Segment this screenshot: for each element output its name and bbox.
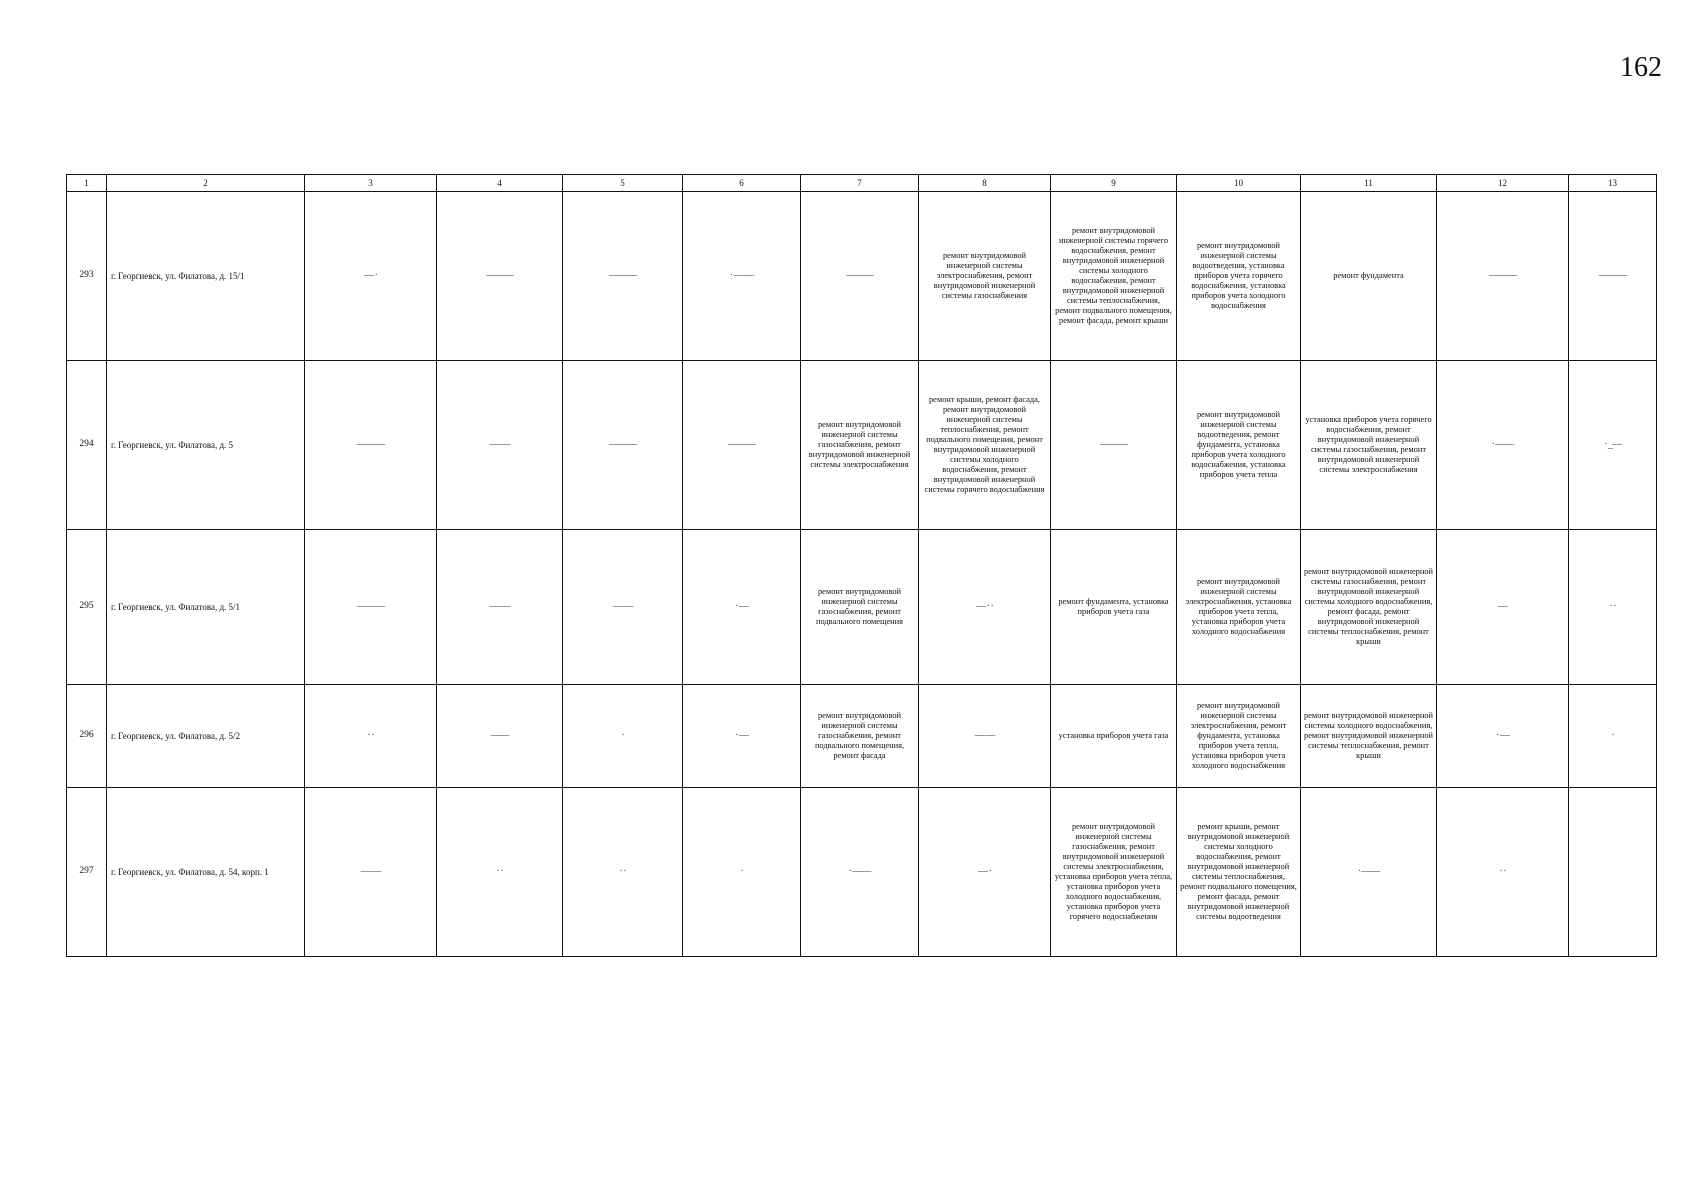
empty-dash-cell: · [1569,685,1657,788]
empty-dash-cell: — — [437,361,563,530]
work-description-cell: установка приборов учета горячего водоснабжения, ремонт внутридомовой инженерной системы газоснабжения, ремонт внутридомовой инженерной системы электроснабжения [1301,361,1437,530]
empty-dash-cell: ——— [801,192,919,361]
row-number: 295 [67,530,107,685]
column-header: 6 [683,175,801,192]
empty-dash-cell: — · [919,788,1051,957]
work-description-cell: ремонт внутридомовой инженерной системы газоснабжения, ремонт внутридомовой инженерной системы электроснабжения [801,361,919,530]
empty-dash-cell: — — [563,530,683,685]
work-description-cell: ремонт внутридомовой инженерной системы горячего водоснабжения, ремонт внутридомовой инженерной системы холодного водоснабжения, ремонт внутридомовой инженерной системы теплоснабжения, ремонт подвального помещения, ремонт фасада, ремонт крыши [1051,192,1177,361]
empty-dash-cell: —— [437,685,563,788]
work-description-cell: ремонт внутридомовой инженерной системы холодного водоснабжения, ремонт внутридомовой инженерной системы теплоснабжения, ремонт крыши [1301,685,1437,788]
row-number: 294 [67,361,107,530]
work-description-cell: ремонт внутридомовой инженерной системы водоотведения, установка приборов учета горячего водоснабжения, установка приборов учета холодного водоснабжения [1177,192,1301,361]
address-cell: г. Георгиевск, ул. Филатова, д. 54, корп. 1 [107,788,305,957]
empty-dash-cell: · — [1437,685,1569,788]
column-header: 4 [437,175,563,192]
work-description-cell: ремонт внутридомовой инженерной системы газоснабжения, ремонт подвального помещения [801,530,919,685]
row-number: 293 [67,192,107,361]
empty-dash-cell: — — [919,685,1051,788]
empty-dash-cell: · · [563,788,683,957]
empty-dash-cell: — · · [919,530,1051,685]
column-header: 5 [563,175,683,192]
empty-dash-cell: · · [1437,788,1569,957]
work-description-cell: ремонт фундамента, установка приборов учета газа [1051,530,1177,685]
table-row [67,788,1657,957]
empty-dash-cell: · · [1569,530,1657,685]
row-number: 297 [67,788,107,957]
empty-dash-cell: · — [683,530,801,685]
empty-dash-cell: · —— [1301,788,1437,957]
empty-dash-cell: ——— [683,361,801,530]
empty-dash-cell: · —— [801,788,919,957]
work-description-cell: ремонт внутридомовой инженерной системы водоотведения, ремонт фундамента, установка приборов учета холодного водоснабжения, установка приборов учета тепла [1177,361,1301,530]
empty-dash-cell: · [563,685,683,788]
work-description-cell: ремонт крыши, ремонт фасада, ремонт внутридомовой инженерной системы теплоснабжения, ремонт подвального помещения, ремонт внутридомовой инженерной системы холодного водоснабжения, ремонт внутридомовой инженерной системы горячего водоснабжения [919,361,1051,530]
empty-dash-cell: ——— [1051,361,1177,530]
work-description-cell: ремонт внутридомовой инженерной системы газоснабжения, ремонт внутридомовой инженерной системы холодного водоснабжения, ремонт фасада, ремонт внутридомовой инженерной системы теплоснабжения, ремонт крыши [1301,530,1437,685]
table-row [67,192,1657,361]
empty-dash-cell: — — [437,530,563,685]
work-description-cell: ремонт крыши, ремонт внутридомовой инженерной системы холодного водоснабжения, ремонт внутридомовой инженерной системы теплоснабжения, ремонт подвального помещения, ремонт фасада, ремонт внутридомовой инженерной системы водоотведения [1177,788,1301,957]
empty-dash-cell: ——— [305,361,437,530]
table-row [67,530,1657,685]
empty-dash-cell: · — — [683,192,801,361]
column-header: 12 [1437,175,1569,192]
empty-dash-cell: ——— [305,530,437,685]
address-cell: г. Георгиевск, ул. Филатова, д. 5/2 [107,685,305,788]
column-header: 1 [67,175,107,192]
work-description-cell: ремонт внутридомовой инженерной системы электроснабжения, ремонт фундамента, установка приборов учета тепла, установка приборов учета холодного водоснабжения [1177,685,1301,788]
work-description-cell: установка приборов учета газа [1051,685,1177,788]
column-header: 2 [107,175,305,192]
empty-dash-cell: ——— [1569,192,1657,361]
work-description-cell: ремонт фундамента [1301,192,1437,361]
column-header: 3 [305,175,437,192]
column-header: 13 [1569,175,1657,192]
page-number: 162 [1620,52,1662,83]
empty-dash-cell: · · [437,788,563,957]
empty-dash-cell: ——— [563,192,683,361]
empty-dash-cell: ——— [563,361,683,530]
table-row [67,361,1657,530]
empty-dash-cell: — · [305,192,437,361]
empty-dash-cell: — — [305,788,437,957]
empty-dash-cell: · —— [1437,361,1569,530]
work-description-cell: ремонт внутридомовой инженерной системы электроснабжения, установка приборов учета тепла, установка приборов учета холодного водоснабжения [1177,530,1301,685]
register-table [66,174,1657,957]
address-cell: г. Георгиевск, ул. Филатова, д. 5/1 [107,530,305,685]
empty-dash-cell [1569,788,1657,957]
empty-dash-cell: · · [305,685,437,788]
table-row [67,685,1657,788]
work-description-cell: ремонт внутридомовой инженерной системы газоснабжения, ремонт подвального помещения, ремонт фасада [801,685,919,788]
empty-dash-cell: · [683,788,801,957]
empty-dash-cell: ——— [437,192,563,361]
column-header: 9 [1051,175,1177,192]
empty-dash-cell: ——— [1437,192,1569,361]
column-header: 10 [1177,175,1301,192]
column-header: 8 [919,175,1051,192]
column-header: 7 [801,175,919,192]
empty-dash-cell: · — [683,685,801,788]
work-description-cell: ремонт внутридомовой инженерной системы электроснабжения, ремонт внутридомовой инженерной системы газоснабжения [919,192,1051,361]
column-number-header-row [67,175,1657,192]
address-cell: г. Георгиевск, ул. Филатова, д. 15/1 [107,192,305,361]
empty-dash-cell: — [1437,530,1569,685]
address-cell: г. Георгиевск, ул. Филатова, д. 5 [107,361,305,530]
work-description-cell: ремонт внутридомовой инженерной системы газоснабжения, ремонт внутридомовой инженерной системы электроснабжения, установка приборов учета тепла, установка приборов учета холодного водоснабжения, установка приборов учета горячего водоснабжения [1051,788,1177,957]
row-number: 296 [67,685,107,788]
empty-dash-cell: · _— [1569,361,1657,530]
column-header: 11 [1301,175,1437,192]
